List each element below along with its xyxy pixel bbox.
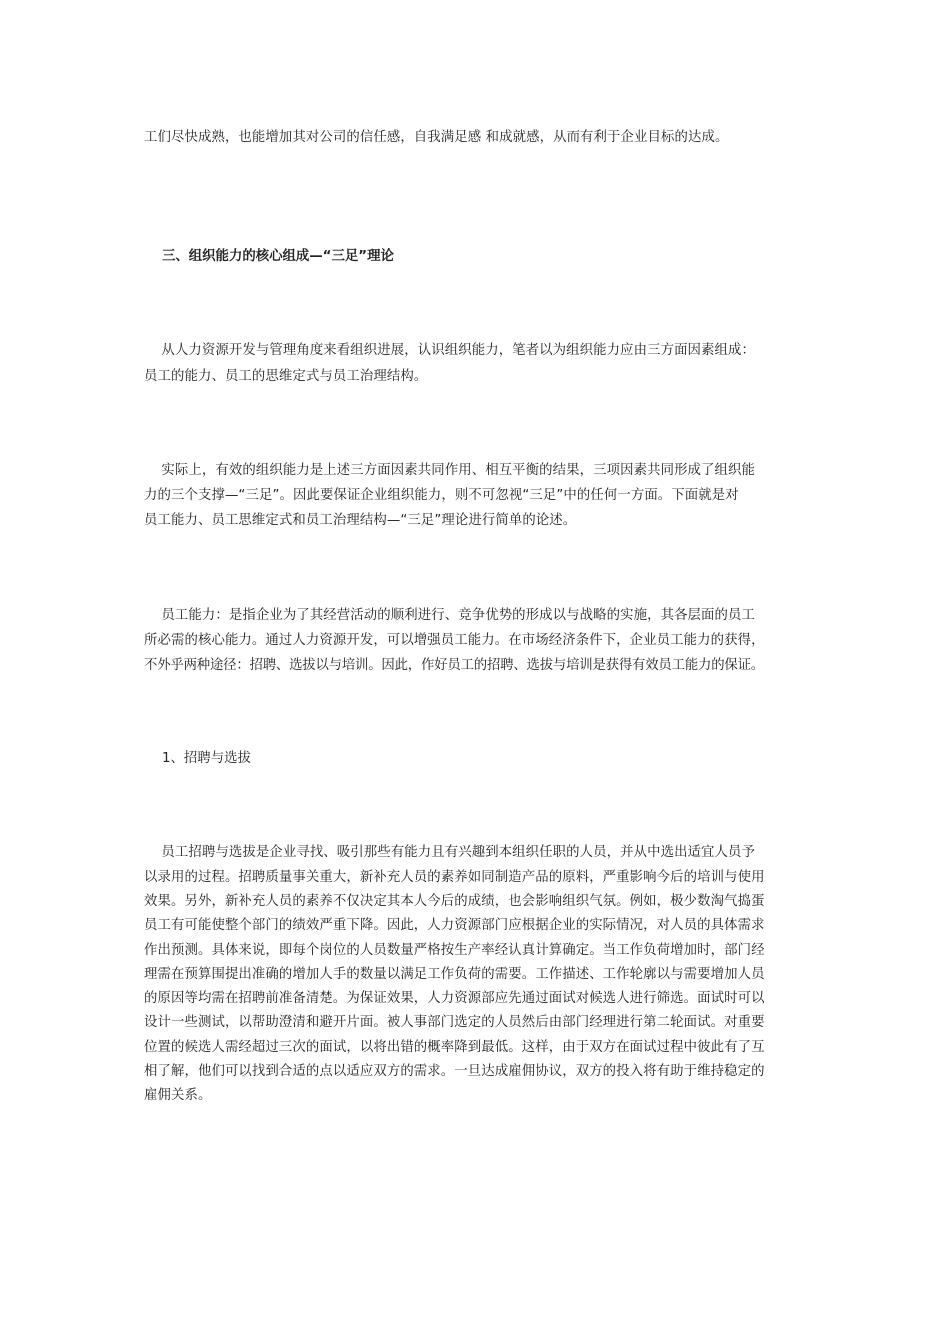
text-line: 不外乎两种途径：招聘、选拔以与培训。因此，作好员工的招聘、选拔与培训是获得有效员工能力的保证。 bbox=[144, 658, 764, 673]
text-line: 员工招聘与选拔是企业寻找、吸引那些有能力且有兴趣到本组织任职的人员，并从中选出适宜人员予 bbox=[144, 845, 756, 860]
text-line: 实际上，有效的组织能力是上述三方面因素共同作用、相互平衡的结果，三项因素共同形成了组织能 bbox=[144, 463, 756, 478]
text-line: 效果。另外，新补充人员的素养不仅决定其本人今后的成绩，也会影响组织气氛。例如，极少数淘气捣蛋 bbox=[144, 894, 765, 909]
text-line: 所必需的核心能力。通过人力资源开发，可以增强员工能力。在市场经济条件下，企业员工能力的获得， bbox=[144, 633, 765, 648]
text-line: 员工能力、员工思维定式和员工治理结构—“三足”理论进行简单的论述。 bbox=[144, 513, 577, 528]
text-line: 设计一些测试，以帮助澄清和避开片面。被人事部门选定的人员然后由部门经理进行第二轮面试。对重要 bbox=[144, 1015, 765, 1030]
text-line: 理需在预算围提出准确的增加人手的数量以满足工作负荷的需要。工作描述、工作轮廓以与需要增加人员 bbox=[144, 967, 765, 982]
text-line: 的原因等均需在招聘前准备清楚。为保证效果，人力资源部应先通过面试对候选人进行筛选。面试时可以 bbox=[144, 991, 765, 1006]
text-line: 从人力资源开发与管理角度来看组织进展，认识组织能力，笔者以为组织能力应由三方面因素组成： bbox=[144, 343, 756, 358]
text-line: 员工的能力、员工的思维定式与员工治理结构。 bbox=[144, 369, 428, 384]
text-line: 以录用的过程。招聘质量事关重大，新补充人员的素养如同制造产品的原料，严重影响今后的培训与使用 bbox=[144, 870, 765, 885]
text-line: 相了解，他们可以找到合适的点以适应双方的需求。一旦达成雇佣协议，双方的投入将有助于维持稳定的 bbox=[144, 1064, 765, 1079]
text-line: 员工有可能使整个部门的绩效严重下降。因此，人力资源部门应根据企业的实际情况，对人员的具体需求 bbox=[144, 918, 765, 933]
text-line: 作出预测。具体来说，即每个岗位的人员数量严格按生产率经认真计算确定。当工作负荷增加时，部门经 bbox=[144, 943, 765, 958]
text-line: 雇佣关系。 bbox=[144, 1088, 212, 1103]
text-line: 力的三个支撑—“三足”。因此要保证企业组织能力，则不可忽视“三足”中的任何一方面。下面就是对 bbox=[144, 488, 739, 503]
text-line: 位置的候选人需经超过三次的面试，以将出错的概率降到最低。这样，由于双方在面试过程中彼此有了互 bbox=[144, 1040, 765, 1055]
section-heading: 三、组织能力的核心组成—“三足”理论 bbox=[162, 249, 394, 264]
subsection-heading: 1、招聘与选拔 bbox=[162, 751, 251, 766]
text-line: 工们尽快成熟，也能增加其对公司的信任感，自我满足感 和成就感，从而有利于企业目标的达成。 bbox=[144, 130, 729, 145]
text-line: 员工能力：是指企业为了其经营活动的顺利进行、竞争优势的形成以与战略的实施，其各层面的员工 bbox=[144, 608, 756, 623]
